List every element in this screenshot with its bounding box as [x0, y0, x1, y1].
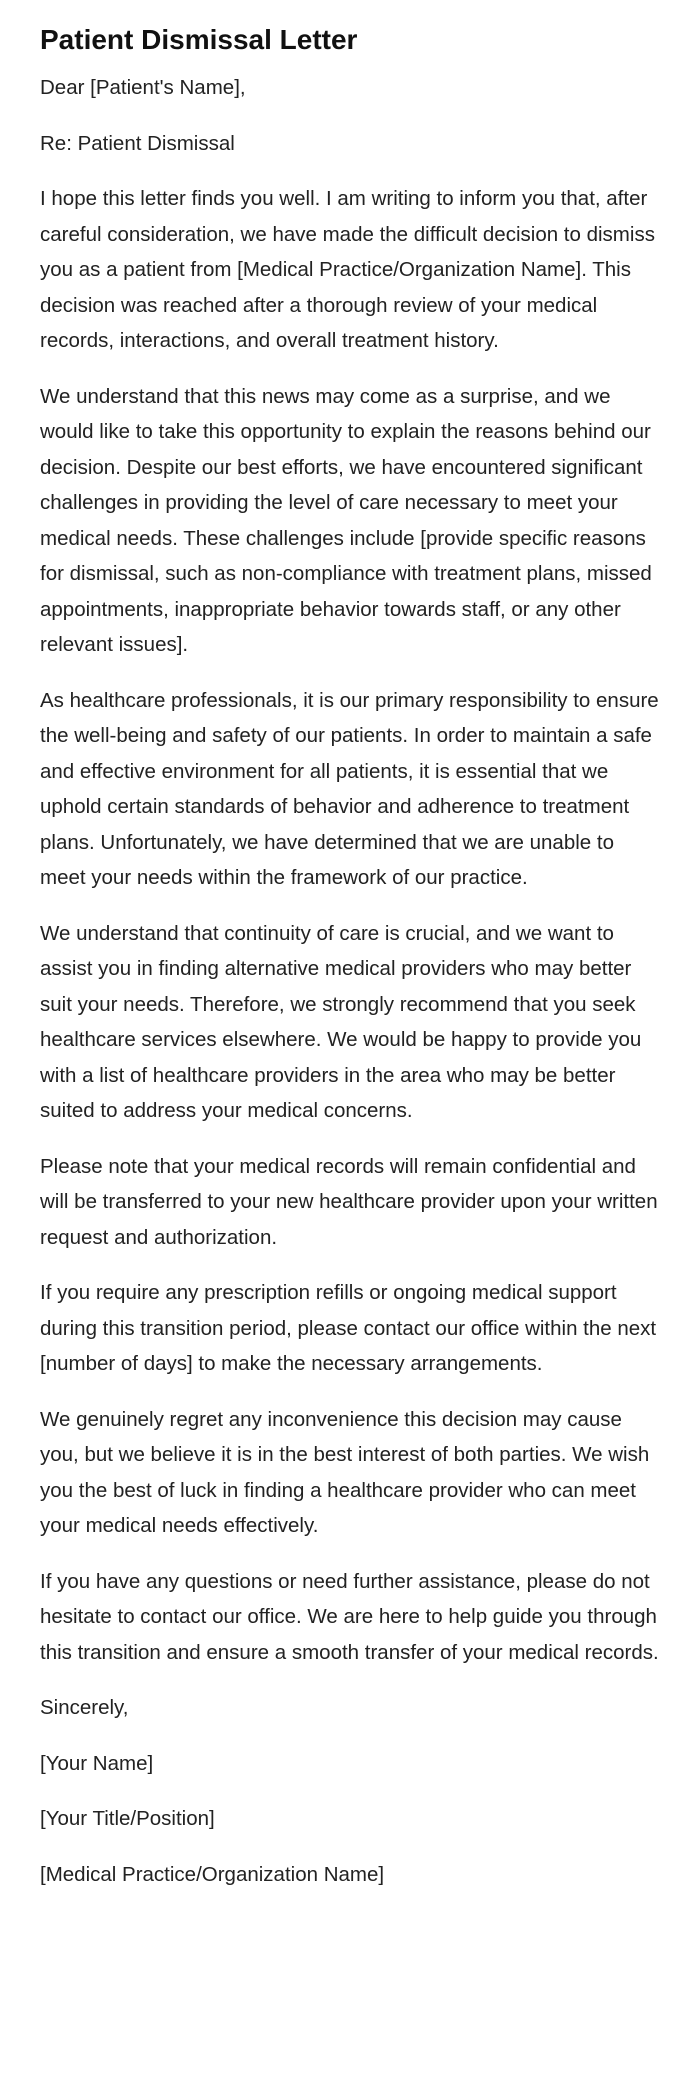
body-paragraph-2: We understand that this news may come as a surprise, and we would like to take this opportunity to explain the reasons behind our decision. Despite our best efforts, we have encountered significant challenges in providing the level of care necessary to meet your medical needs. These challenges include [provide specific reasons for dismissal, such as non-compliance with treatment plans, missed appointments, inappropriate behavior towards staff, or any other relevant issues].	[40, 384, 652, 656]
signature-title: [Your Title/Position]	[40, 1807, 215, 1830]
letter-title: Patient Dismissal Letter	[40, 24, 358, 55]
signature-name: [Your Name]	[40, 1751, 154, 1775]
body-paragraph-5: Please note that your medical records will remain confidential and will be transferred to your new healthcare provider upon your written request and authorization.	[40, 1154, 658, 1249]
signature-organization: [Medical Practice/Organization Name]	[40, 1862, 385, 1886]
body-paragraph-6: If you require any prescription refills or ongoing medical support during this transition period, please contact our office within the next [number of days] to make the necessary arrangements.	[40, 1281, 657, 1375]
body-paragraph-8: If you have any questions or need further assistance, please do not hesitate to contact our office. We are here to help guide you through this transition and ensure a smooth transfer of your medical records.	[40, 1569, 659, 1664]
subject-line: Re: Patient Dismissal	[40, 131, 235, 155]
body-paragraph-1: I hope this letter finds you well. I am writing to inform you that, after careful consideration, we have made the difficult decision to dismiss you as a patient from [Medical Practice/Organization Name]. This decision was reached after a thorough review of your medical records, interactions, and overall treatment history.	[40, 187, 655, 352]
closing: Sincerely,	[40, 1696, 129, 1719]
body-paragraph-4: We understand that continuity of care is crucial, and we want to assist you in finding alternative medical providers who may better suit your needs. Therefore, we strongly recommend that you seek healthcare services elsewhere. We would be happy to provide you with a list of healthcare providers in the area who may be better suited to address your medical concerns.	[40, 921, 642, 1122]
body-paragraph-3: As healthcare professionals, it is our primary responsibility to ensure the well-being and safety of our patients. In order to maintain a safe and effective environment for all patients, it is essential that we uphold certain standards of behavior and adherence to treatment plans. Unfortunately, we have determined that we are unable to meet your needs within the framework of our practice.	[40, 688, 659, 889]
salutation: Dear [Patient's Name],	[40, 76, 246, 99]
body-paragraph-7: We genuinely regret any inconvenience this decision may cause you, but we believe it is in the best interest of both parties. We wish you the best of luck in finding a healthcare provider who can meet your medical needs effectively.	[40, 1407, 650, 1537]
